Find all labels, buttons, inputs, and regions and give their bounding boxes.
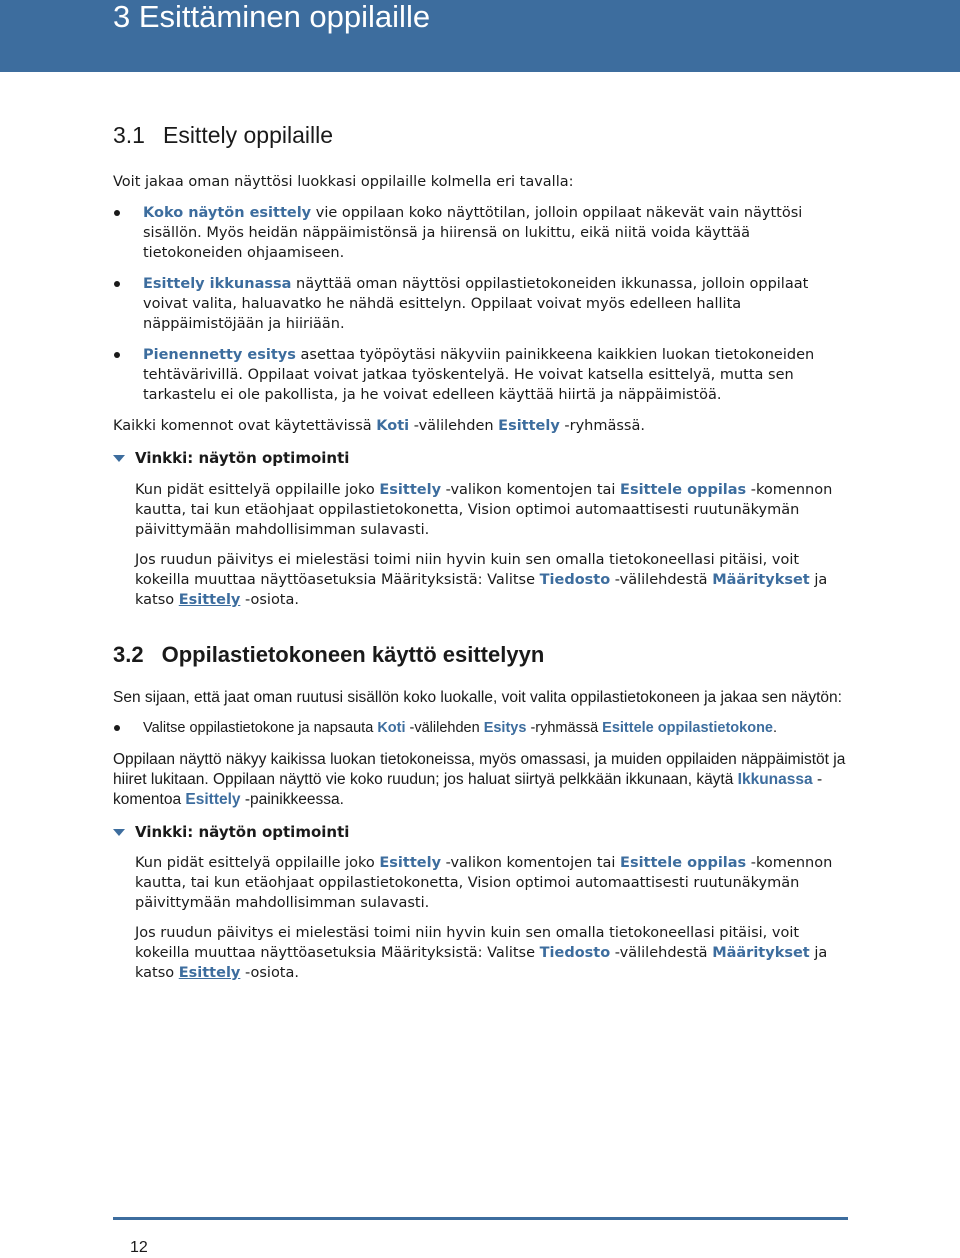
- tip-paragraph: Kun pidät esittelyä oppilaille joko Esittely -valikon komentojen tai Esittele oppilas -komennon kautta, tai kun etäohjaat oppilastietokonetta, Vision optimoi automaattisesti ruutunäkymän päivittymään mahdollisimman sulavasti.: [135, 855, 833, 911]
- keyword: Esittely: [379, 482, 442, 498]
- list-item: Valitse oppilastietokone ja napsauta Koti -välilehden Esitys -ryhmässä Esittele oppilastietokone.: [113, 718, 848, 738]
- steps-list: [113, 718, 848, 738]
- keyword: Koti: [376, 418, 410, 434]
- section-heading-text: Esittely oppilaille: [162, 122, 334, 148]
- body-paragraph: Oppilaan näyttö näkyy kaikissa luokan tietokoneissa, myös omassasi, ja muiden oppilaiden näppäimistöt ja hiiret lukitaan. Oppilaan näyttö vie koko ruudun; jos haluat siirtyä pelkkään ikkunaan, käytä Ikkunassa -komentoa Esittely -painikkeessa.: [113, 751, 846, 808]
- description: asettaa työpöytäsi näkyviin painikkeena kaikkien luokan tietokoneiden tehtävärivillä. Oppilaat voivat jatkaa työskentelyä. He voivat katsella esittelyä, mutta sen tarkastelu ei ole pakollista, ja he voivat edelleen käyttää hiirtä ja näppäimistöä.: [143, 347, 815, 403]
- presentation-modes-list: [113, 203, 848, 405]
- tip-block: [113, 822, 848, 983]
- term: Koko näytön esittely: [143, 205, 312, 221]
- keyword: Esittele oppilastietokone: [602, 720, 773, 736]
- page-number: 12: [130, 1239, 148, 1256]
- list-item: [113, 203, 848, 263]
- list-item: [113, 274, 848, 334]
- collapse-triangle-icon[interactable]: [113, 829, 125, 836]
- tip-block: [113, 448, 848, 610]
- section-intro: Sen sijaan, että jaat oman ruutusi sisällön koko luokalle, voit valita oppilastietokoneen ja jakaa sen näytön:: [113, 689, 842, 706]
- tip-heading[interactable]: Vinkki: näytön optimointi: [113, 822, 848, 842]
- section-intro: Voit jakaa oman näyttösi luokkasi oppilaille kolmella eri tavalla:: [113, 174, 574, 190]
- footer-rule: [113, 1217, 848, 1220]
- bullet-icon: [114, 352, 120, 358]
- bullet-icon: [114, 210, 120, 216]
- chapter-header-bar: [0, 0, 960, 72]
- esittely-link[interactable]: Esittely: [178, 592, 241, 608]
- esittely-link[interactable]: Esittely: [178, 965, 241, 981]
- keyword: Esitys: [483, 720, 527, 736]
- description: vie oppilaan koko näyttötilan, jolloin oppilaat näkevät vain näyttösi sisällön. Myös heidän näppäimistönsä ja hiirensä on lukittu, eikä niitä voida käyttää tietokoneiden ohjaamiseen.: [143, 205, 803, 261]
- tip-paragraph: Jos ruudun päivitys ei mielestäsi toimi niin hyvin kuin sen omalla tietokoneellasi pitäisi, voit kokeilla muuttaa näyttöasetuksia Määrityksistä: Valitse Tiedosto -välilehdestä Määritykset ja katso Esittely -osiota.: [135, 925, 828, 981]
- keyword: Ikkunassa: [737, 771, 813, 788]
- keyword: Määritykset: [712, 572, 810, 588]
- section-heading-text: Oppilastietokoneen käyttö esittelyyn: [161, 642, 545, 667]
- keyword: Tiedosto: [539, 572, 611, 588]
- term: Esittely ikkunassa: [143, 276, 292, 292]
- page-content: [113, 120, 848, 983]
- list-item: [113, 345, 848, 405]
- section-title: [113, 640, 848, 670]
- keyword: Määritykset: [712, 945, 810, 961]
- bullet-icon: [114, 725, 120, 731]
- section-number: 3.2: [113, 642, 144, 667]
- keyword: Esittely: [379, 855, 442, 871]
- tip-paragraph: Jos ruudun päivitys ei mielestäsi toimi niin hyvin kuin sen omalla tietokoneellasi pitäisi, voit kokeilla muuttaa näyttöasetuksia Määrityksistä: Valitse Tiedosto -välilehdestä Määritykset ja katso Esittely -osiota.: [135, 552, 828, 608]
- keyword: Esittele oppilas: [620, 855, 747, 871]
- tip-paragraph: Kun pidät esittelyä oppilaille joko Esittely -valikon komentojen tai Esittele oppilas -komennon kautta, tai kun etäohjaat oppilastietokonetta, Vision optimoi automaattisesti ruutunäkymän päivittymään mahdollisimman sulavasti.: [135, 482, 833, 538]
- keyword: Tiedosto: [539, 945, 611, 961]
- keyword: Esittely: [498, 418, 560, 434]
- description: näyttää oman näyttösi oppilastietokoneiden ikkunassa, jolloin oppilaat voivat valita, haluavatko he nähdä esittelyn. Oppilaat voivat myös edelleen hallita näppäimistöjään ja hiiriään.: [143, 276, 809, 332]
- section-title: [113, 120, 848, 150]
- tip-heading[interactable]: Vinkki: näytön optimointi: [113, 448, 848, 468]
- tip-body: [113, 853, 848, 983]
- keyword: Koti: [377, 720, 406, 736]
- keyword: Esittely: [185, 791, 241, 808]
- collapse-triangle-icon[interactable]: [113, 455, 125, 462]
- section-number: 3.1: [113, 122, 145, 148]
- chapter-title: 3 Esittäminen oppilaille: [113, 0, 431, 34]
- bullet-icon: [114, 281, 120, 287]
- tip-body: [113, 480, 848, 610]
- keyword: Esittele oppilas: [620, 482, 747, 498]
- commands-note: Kaikki komennot ovat käytettävissä Koti -välilehden Esittely -ryhmässä.: [113, 418, 645, 434]
- term: Pienennetty esitys: [143, 347, 296, 363]
